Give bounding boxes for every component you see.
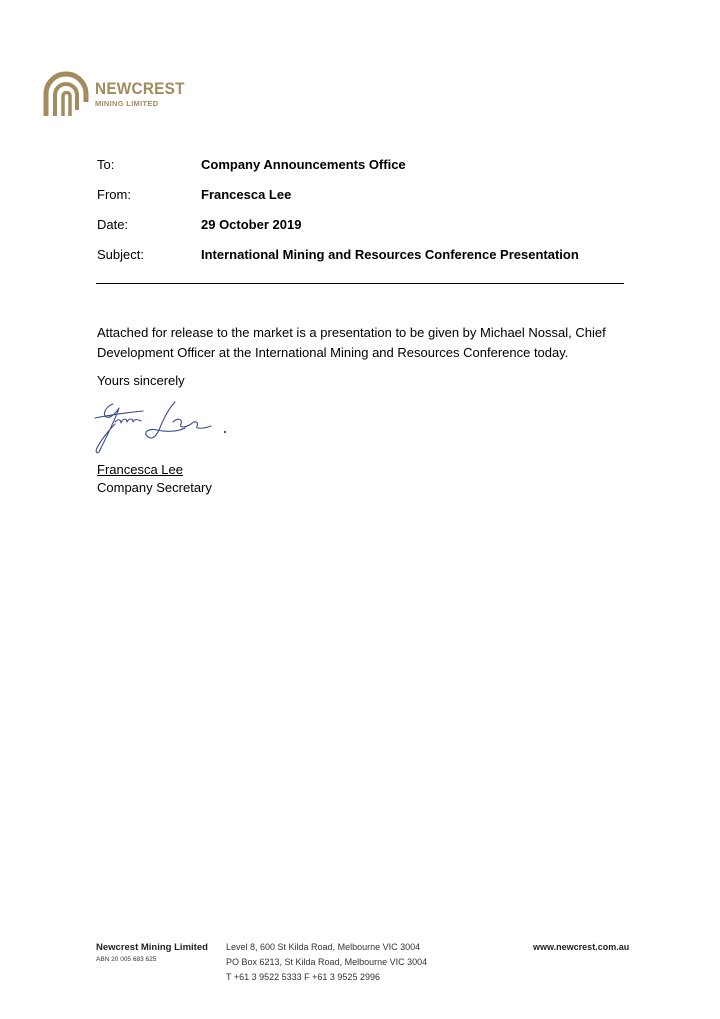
company-logo [42,70,185,120]
logo-wordmark: NEWCREST [95,79,185,98]
footer-website-link[interactable]: www.newcrest.com.au [533,942,630,952]
date-value: 29 October 2019 [201,217,302,232]
footer-abn: ABN 20 005 683 625 [96,956,157,963]
footer-phone-line: T +61 3 9522 5333 F +61 3 9525 2996 [226,972,380,982]
newcrest-arch-icon [42,70,92,120]
subject-value: International Mining and Resources Conference Presentation [201,247,579,262]
header-divider [96,283,624,284]
signer-name: Francesca Lee [97,462,183,477]
signer-title: Company Secretary [97,480,212,495]
logo-subtitle: MINING LIMITED [95,99,159,108]
body-line-1: Attached for release to the market is a presentation to be given by Michael Nossal, Chief [97,325,606,340]
to-label: To: [97,157,115,172]
to-value: Company Announcements Office [201,157,406,172]
body-line-2: Development Officer at the International Mining and Resources Conference today. [97,345,569,360]
date-label: Date: [97,217,129,232]
footer-address-line-1: Level 8, 600 St Kilda Road, Melbourne VIC 3004 [226,942,421,952]
signature-image [85,396,235,456]
footer-company-name: Newcrest Mining Limited [96,942,208,953]
closing-salutation: Yours sincerely [97,373,185,388]
subject-label: Subject: [97,247,144,262]
from-label: From: [97,187,131,202]
footer-address-line-2: PO Box 6213, St Kilda Road, Melbourne VIC 3004 [226,957,428,967]
body-paragraph [97,323,637,363]
from-value: Francesca Lee [201,187,292,202]
footer-address [226,940,427,985]
